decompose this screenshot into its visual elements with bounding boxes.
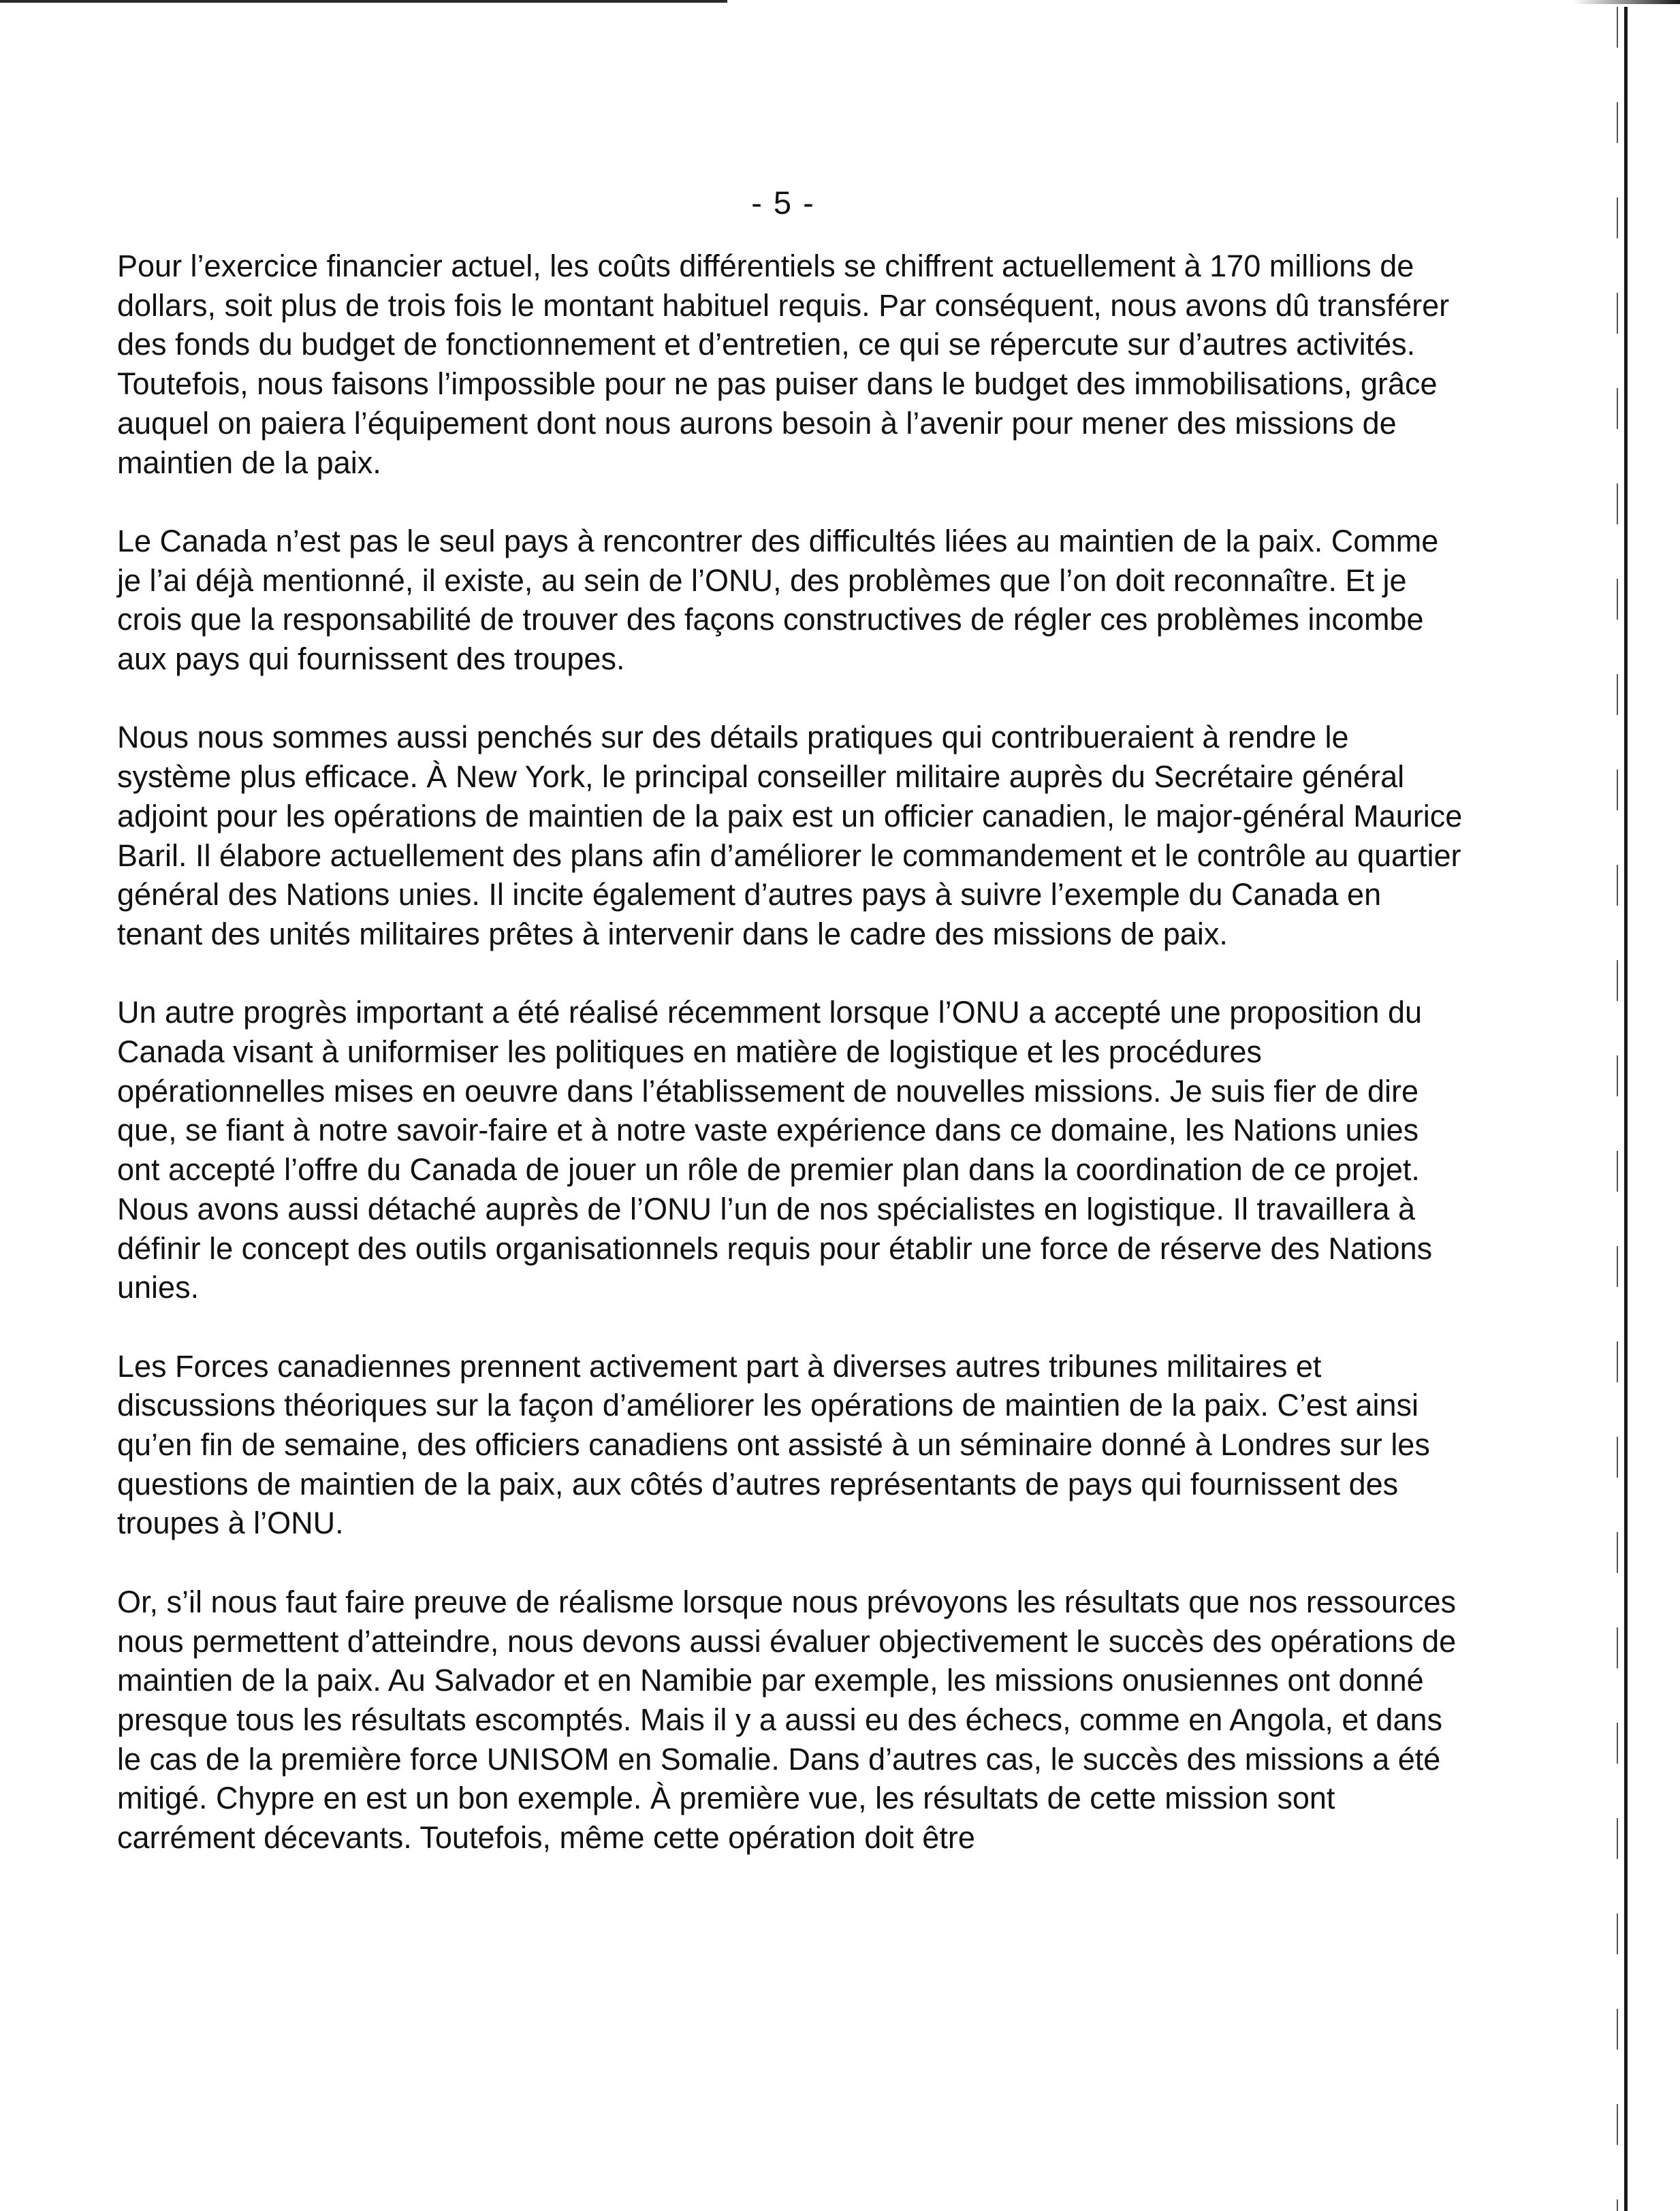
- paragraph-3: Nous nous sommes aussi penchés sur des détails pratiques qui contribueraient à rendre le système plus efficace. À New York, le principal conseiller militaire auprès du Secrétaire général adjoint pour les opérations de maintien de la paix est un officier canadien, le major-général Maurice Baril. Il élabore actuellement des plans afin d’améliorer le commandement et le contrôle au quartier général des Nations unies. Il incite également d’autres pays à suivre l’exemple du Canada en tenant des unités militaires prêtes à intervenir dans le cadre des missions de paix.: [117, 720, 1463, 951]
- paragraph-1: Pour l’exercice financier actuel, les coûts différentiels se chiffrent actuellement à 170 millions de dollars, soit plus de trois fois le montant habituel requis. Par conséquent, nous avons dû transférer des fonds du budget de fonctionnement et d’entretien, ce qui se répercute sur d’autres activités. Toutefois, nous faisons l’impossible pour ne pas puiser dans le budget des immobilisations, grâce auquel on paiera l’équipement dont nous aurons besoin à l’avenir pour mener des missions de maintien de la paix.: [117, 249, 1450, 480]
- scan-top-rule: [0, 0, 727, 3]
- paragraph-6: Or, s’il nous faut faire preuve de réalisme lorsque nous prévoyons les résultats que nos ressources nous permettent d’atteindre, nous devons aussi évaluer objectivement le succès des opérations de maintien de la paix. Au Salvador et en Namibie par exemple, les missions onusiennes ont donné presque tous les résultats escomptés. Mais il y a aussi eu des échecs, comme en Angola, et dans le cas de la première force UNISOM en Somalie. Dans d’autres cas, le succès des missions a été mitigé. Chypre en est un bon exemple. À première vue, les résultats de cette mission sont carrément décevants. Toutefois, même cette opération doit être: [117, 1584, 1457, 1856]
- scan-edge-line: [1624, 7, 1628, 2211]
- paragraph-5: Les Forces canadiennes prennent activement part à diverses autres tribunes militaires et discussions théoriques sur la façon d’améliorer les opérations de maintien de la paix. C’est ainsi qu’en fin de semaine, des officiers canadiens ont assisté à un séminaire donné à Londres sur les questions de maintien de la paix, aux côtés d’autres représentants de pays qui fournissent des troupes à l’ONU.: [117, 1348, 1430, 1541]
- scan-corner-mark: [1573, 0, 1680, 4]
- page-number: - 5 -: [751, 185, 815, 221]
- paragraph-4: Un autre progrès important a été réalisé récemment lorsque l’ONU a accepté une proposition du Canada visant à uniformiser les politiques en matière de logistique et les procédures opérationnelles mises en oeuvre dans l’établissement de nouvelles missions. Je suis fier de dire que, se fiant à notre savoir-faire et à notre vaste expérience dans ce domaine, les Nations unies ont accepté l’offre du Canada de jouer un rôle de premier plan dans la coordination de ce projet. Nous avons aussi détaché auprès de l’ONU l’un de nos spécialistes en logistique. Il travaillera à définir le concept des outils organisationnels requis pour établir une force de réserve des Nations unies.: [117, 995, 1433, 1305]
- paragraph-2: Le Canada n’est pas le seul pays à rencontrer des difficultés liées au maintien de la paix. Comme je l’ai déjà mentionné, il existe, au sein de l’ONU, des problèmes que l’on doit reconnaître. Et je crois que la responsabilité de trouver des façons constructives de régler ces problèmes incombe aux pays qui fournissent des troupes.: [117, 523, 1439, 677]
- body-text: [117, 246, 1465, 1858]
- scan-edge-marks: [1617, 7, 1618, 2211]
